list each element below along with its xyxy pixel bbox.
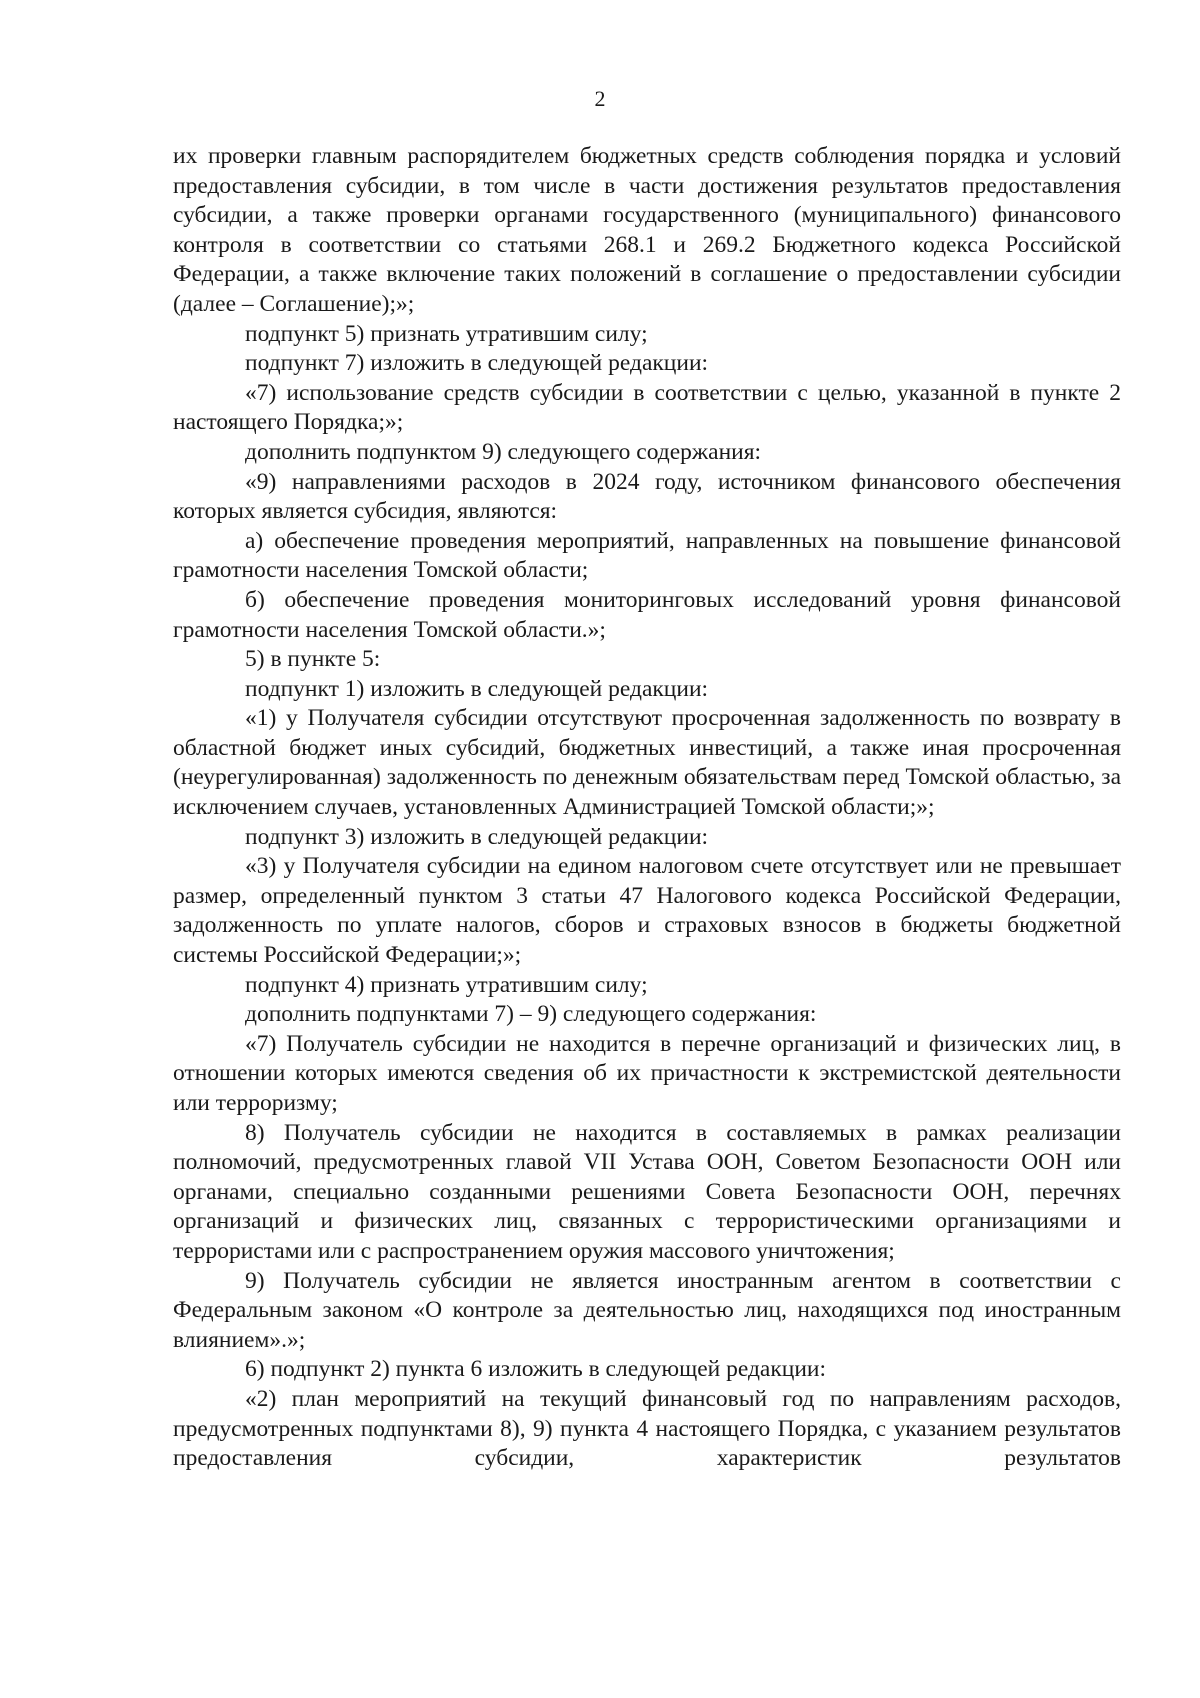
paragraph: подпункт 5) признать утратившим силу;	[245, 320, 648, 347]
paragraph: 6) подпункт 2) пункта 6 изложить в следующей редакции:	[245, 1356, 827, 1383]
paragraph: «3) у Получателя субсидии на едином налоговом счете отсутствует или не превышает размер, определенный пунктом 3 статьи 47 Налогового кодекса Российской Федерации, задолженность по уплате налогов, сборов и страховых взносов в бюджеты бюджетной системы Российской Федерации;»;	[173, 853, 1121, 969]
paragraph: «7) Получатель субсидии не находится в перечне организаций и физических лиц, в отношении которых имеются сведения об их причастности к экстремистской деятельности или терроризму;	[173, 1030, 1121, 1116]
paragraph: 9) Получатель субсидии не является иностранным агентом в соответствии с Федеральным законом «О контроле за деятельностью лиц, находящихся под иностранным влиянием».»;	[173, 1267, 1121, 1353]
paragraph: 5) в пункте 5:	[245, 646, 381, 673]
paragraph: «2) план мероприятий на текущий финансовый год по направлениям расходов, предусмотренных подпунктами 8), 9) пункта 4 настоящего Порядка, с указанием результатов предоставления субсидии, характеристик результатов	[173, 1385, 1121, 1472]
page-number: 2	[594, 86, 606, 111]
paragraph: 8) Получатель субсидии не находится в составляемых в рамках реализации полномочий, предусмотренных главой VII Устава ООН, Советом Безопасности ООН или органами, специально созданными решениями Совета Безопасности ООН, перечнях организаций и физических лиц, связанных с террористическими организациями и террористами или с распространением оружия массового уничтожения;	[173, 1119, 1121, 1264]
paragraph: дополнить подпунктом 9) следующего содержания:	[245, 438, 762, 465]
paragraph: а) обеспечение проведения мероприятий, направленных на повышение финансовой грамотности населения Томской области;	[173, 527, 1121, 584]
paragraph: «7) использование средств субсидии в соответствии с целью, указанной в пункте 2 настоящего Порядка;»;	[173, 379, 1121, 436]
paragraph: подпункт 7) изложить в следующей редакции:	[245, 350, 709, 377]
document-body	[173, 142, 1121, 1474]
paragraph: их проверки главным распорядителем бюджетных средств соблюдения порядка и условий предоставления субсидии, в том числе в части достижения результатов предоставления субсидии, а также проверки органами государственного (муниципального) финансового контроля в соответствии со статьями 268.1 и 269.2 Бюджетного кодекса Российской Федерации, а также включение таких положений в соглашение о предоставлении субсидии (далее – Соглашение);»;	[173, 143, 1121, 317]
paragraph: «1) у Получателя субсидии отсутствуют просроченная задолженность по возврату в областной бюджет иных субсидий, бюджетных инвестиций, а также иная просроченная (неурегулированная) задолженность по денежным обязательствам перед Томской областью, за исключением случаев, установленных Администрацией Томской области;»;	[173, 705, 1121, 821]
paragraph: дополнить подпунктами 7) – 9) следующего содержания:	[245, 1001, 817, 1028]
paragraph: подпункт 1) изложить в следующей редакции:	[245, 675, 709, 702]
paragraph: подпункт 3) изложить в следующей редакции:	[245, 823, 709, 850]
paragraph: «9) направлениями расходов в 2024 году, источником финансового обеспечения которых является субсидия, являются:	[173, 468, 1121, 525]
paragraph: подпункт 4) признать утратившим силу;	[245, 971, 648, 998]
paragraph: б) обеспечение проведения мониторинговых исследований уровня финансовой грамотности населения Томской области.»;	[173, 586, 1121, 643]
